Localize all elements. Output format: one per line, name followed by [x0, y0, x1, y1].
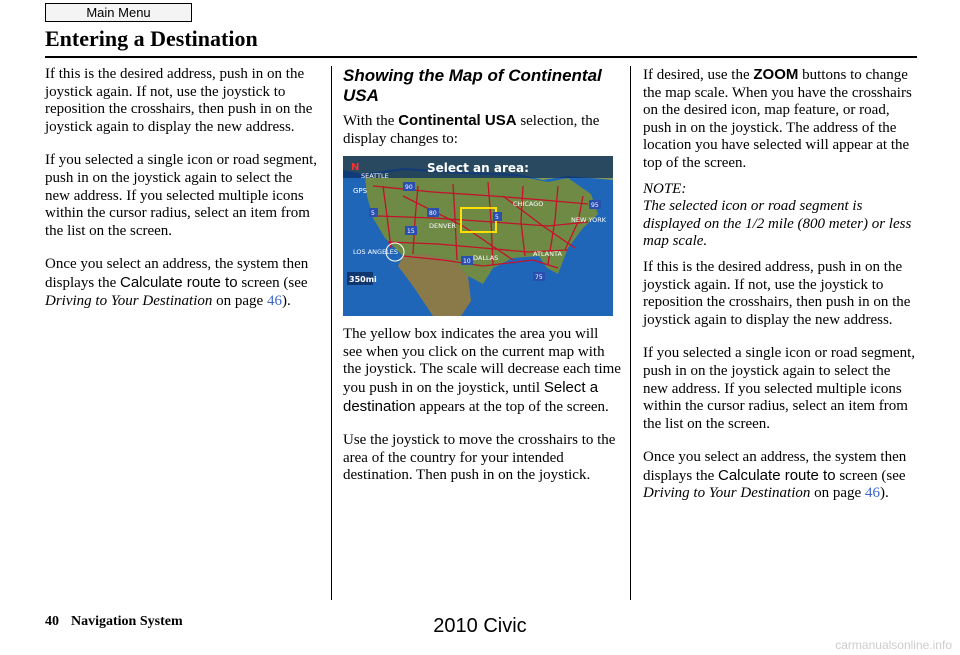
compass-icon: N	[351, 162, 360, 174]
column-divider	[630, 66, 631, 600]
note-text: The selected icon or road segment is displayed on the 1/2 mile (800 meter) or less map scale.	[643, 198, 912, 250]
gps-label: GPS	[353, 187, 368, 196]
ui-term: Select a destination	[343, 378, 599, 415]
highway-shield: 75	[535, 274, 543, 282]
city-label: LOS ANGELES	[353, 248, 399, 257]
map-title: Select an area:	[427, 161, 529, 176]
text: Once you select an address, the system then displays the	[45, 256, 309, 291]
title-rule	[45, 56, 917, 58]
highway-shield: 80	[429, 210, 437, 218]
highway-shield: 95	[591, 202, 599, 210]
page-link[interactable]: 46	[266, 292, 282, 309]
section-name: Navigation System	[71, 614, 183, 629]
cross-reference: Driving to Your Destination	[643, 485, 811, 502]
cross-reference: Driving to Your Destination	[45, 292, 213, 309]
highway-shield: 10	[463, 258, 471, 266]
column-right	[643, 66, 918, 519]
city-label: DALLAS	[473, 254, 499, 263]
paragraph: If you selected a single icon or road segment, push in on the joystick again to select the new address. If you selected multiple icons within the cursor radius, select an item from the list on the screen.	[643, 345, 915, 432]
text: With the	[343, 113, 399, 129]
text: buttons to change the map scale. When you have the crosshairs on the desired icon, map feature, or road, push in on the joystick. The address of the location you have selected will appear at the top of the screen.	[643, 67, 912, 171]
text: If desired, use the	[643, 67, 754, 83]
paragraph: Use the joystick to move the crosshairs to the area of the country for your intended destination. Then push in on the joystick.	[343, 432, 616, 484]
paragraph	[45, 256, 320, 310]
city-label: NEW YORK	[571, 216, 606, 225]
city-label: ATLANTA	[533, 250, 562, 259]
paragraph: If this is the desired address, push in on the joystick again. If not, use the joystick to reposition the crosshairs, then push in on the joystick again to display the new address.	[45, 66, 313, 135]
text: Once you select an address, the system then displays the	[643, 449, 907, 484]
paragraph	[643, 449, 918, 503]
ui-term: Calculate route to	[718, 466, 836, 484]
page-number: 40	[45, 614, 59, 629]
city-label: CHICAGO	[513, 200, 544, 209]
column-divider	[331, 66, 332, 600]
map-scale-label: 350mi	[349, 275, 377, 285]
ui-term: Continental USA	[398, 112, 517, 129]
text: The yellow box indicates the area you will see when you click on the current map with the joystick. The scale will decrease each time you push in on the joystick, until	[343, 326, 621, 396]
text: selection, the display changes to:	[343, 113, 600, 147]
text: ).	[281, 292, 291, 309]
paragraph	[343, 112, 621, 148]
highway-shield: 90	[405, 184, 413, 192]
model-label: 2010 Civic	[433, 615, 527, 637]
main-menu-button[interactable]: Main Menu	[45, 3, 192, 22]
page-link[interactable]: 46	[864, 485, 880, 502]
text: ).	[879, 485, 889, 502]
watermark: carmanualsonline.info	[835, 638, 952, 652]
column-left	[45, 66, 320, 326]
highway-shield: 5	[371, 210, 375, 218]
page-title: Entering a Destination	[45, 26, 258, 51]
navigation-map-screenshot	[343, 156, 613, 316]
text: on page	[810, 485, 865, 502]
column-middle	[343, 66, 621, 501]
paragraph	[343, 326, 621, 416]
city-label: DENVER	[429, 222, 457, 231]
city-label: SEATTLE	[361, 172, 389, 181]
paragraph: If you selected a single icon or road segment, push in on the joystick again to select the new address. If you selected multiple icons within the cursor radius, select an item from the list on the screen.	[45, 152, 317, 239]
text: on page	[212, 292, 267, 309]
note-label: NOTE:	[643, 180, 687, 197]
text: screen (see	[835, 467, 906, 484]
paragraph: If this is the desired address, push in on the joystick again. If not, use the joystick to reposition the crosshairs, then push in on the joystick again to display the new address.	[643, 258, 911, 328]
highway-shield: 5	[495, 214, 499, 222]
highway-shield: 15	[407, 228, 415, 236]
ui-term: ZOOM	[753, 66, 799, 83]
text: screen (see	[237, 274, 308, 291]
ui-term: Calculate route to	[120, 273, 238, 291]
paragraph	[643, 66, 918, 173]
section-heading: Showing the Map of Continental USA	[343, 66, 602, 105]
text: appears at the top of the screen.	[415, 398, 609, 415]
